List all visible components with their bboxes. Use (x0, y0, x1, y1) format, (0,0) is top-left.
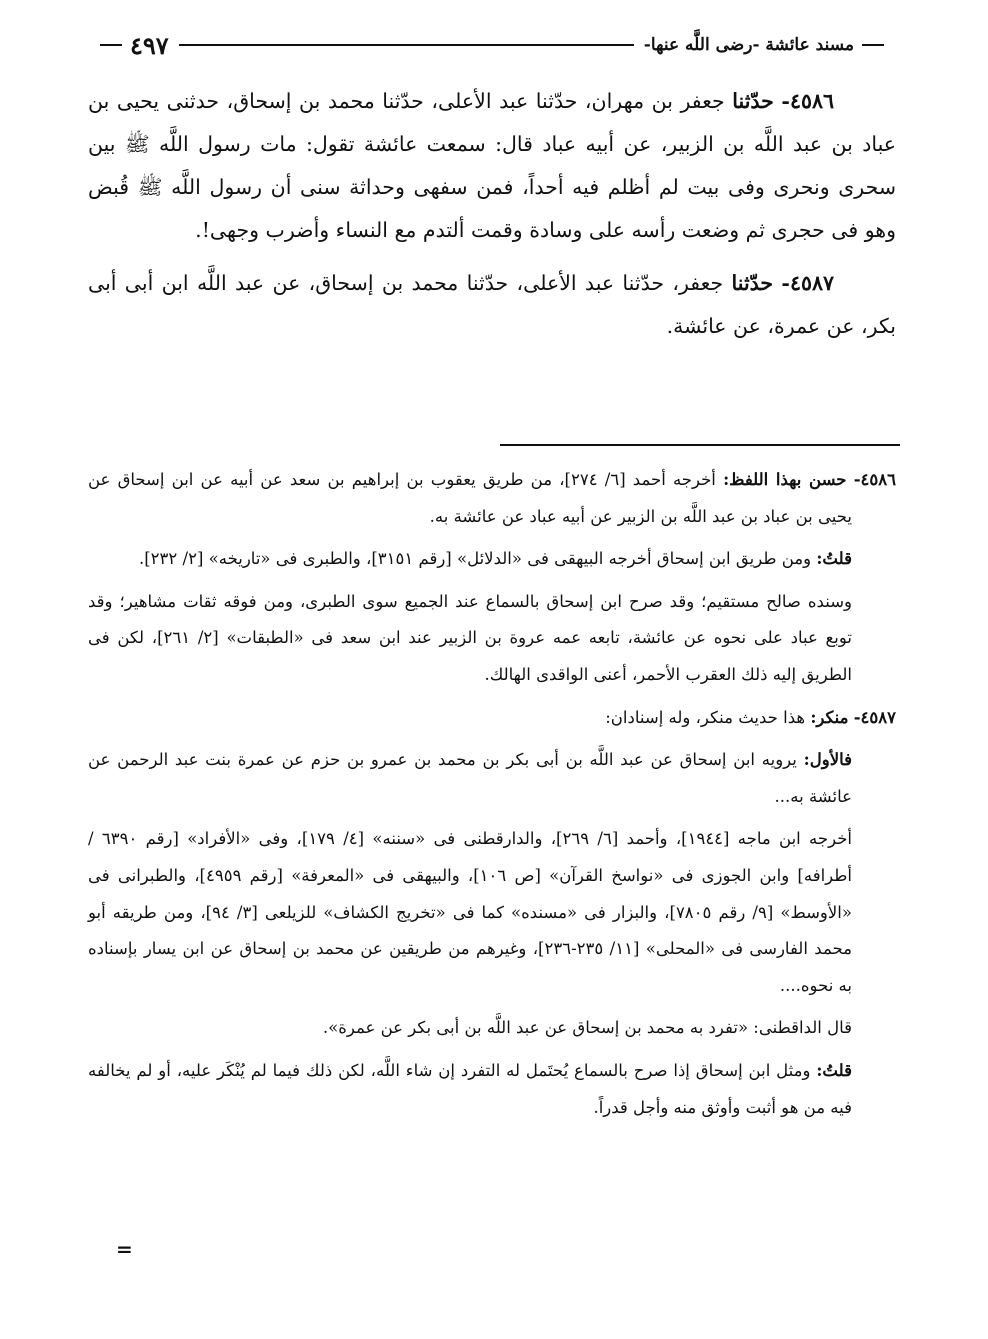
hadith-number: ٤٥٨٧- (781, 271, 834, 295)
note-text: هذا حديث منكر، وله إسنادان: (605, 707, 806, 727)
hadith-4586 (88, 80, 896, 252)
header-rule (179, 44, 634, 46)
note-4586 (88, 462, 896, 535)
running-header (92, 28, 892, 62)
note-number: ٤٥٨٦- (853, 470, 896, 489)
note-text: أخرجه أحمد [٦/ ٢٧٤]، من طريق يعقوب بن إبراهيم بن سعد عن أبيه عن ابن إسحاق عن يحيى بن عباد بن عبد اللَّه بن الزبير عن أبيه عباد عن عائشة به. (88, 470, 852, 526)
note-grade: منكر: (810, 707, 849, 727)
hadith-lead-word: حدّثنا (732, 89, 774, 113)
note-qult-1 (88, 541, 896, 578)
note-4587 (88, 700, 896, 737)
note-text: ومثل ابن إسحاق إذا صرح بالسماع يُحتَمل له التفرد إن شاء اللَّه، لكن ذلك فيما لم يُنْكَر عليه، أو لم يخالفه فيه من هو أثبت وأوثق منه وأجل قدراً. (88, 1060, 852, 1117)
note-label: فالأول: (803, 750, 853, 770)
footnotes (88, 462, 896, 1132)
page-number: ٤٩٧ (130, 30, 169, 60)
note-takhrij: أخرجه ابن ماجه [١٩٤٤]، وأحمد [٦/ ٢٦٩]، والدارقطنى فى «سننه» [٤/ ١٧٩]، وفى «الأفراد» [رقم ٦٣٩٠ / أطرافه] وابن الجوزى فى «نواسخ القرآن» [ص ١٠٦]، والبيهقى فى «المعرفة» [رقم ٤٩٥٩]، والطبرانى فى «الأوسط» [٩/ رقم ٧٨٠٥]، والبزار فى «مسنده» كما فى «تخريج الكشاف» للزيلعى [٣/ ٩٤]، ومن طريقه أبو محمد الفارسى فى «المحلى» [١١/ ٢٣٥-٢٣٦]، وغيرهم من طريقين عن محمد بن إسحاق عن ابن يسار بإسناده به نحوه.... (88, 829, 852, 995)
hadith-number: ٤٥٨٦- (781, 89, 834, 113)
note-text: ومن طريق ابن إسحاق أخرجه البيهقى فى «الدلائل» [رقم ٣١٥١]، والطبرى فى «تاريخه» [٢/ ٢٣٢]. (138, 549, 812, 569)
header-title: مسند عائشة -رضى اللَّه عنها- (643, 35, 854, 55)
note-grade: حسن بهذا اللفظ: (723, 470, 847, 489)
note-qult-2 (88, 1053, 896, 1126)
hadith-4587 (88, 262, 896, 348)
header-dash (100, 44, 122, 46)
note-label: قلتُ: (816, 1060, 852, 1080)
note-number: ٤٥٨٧- (853, 707, 896, 727)
hadith-body: جعفر بن مهران، حدّثنا عبد الأعلى، حدّثنا محمد بن إسحاق، حدثنى يحيى بن عباد بن عبد اللَّه بن الزبير، عن أبيه عباد قال: سمعت عائشة تقول: مات رسول اللَّه ﷺ بين سحرى ونحرى وفى بيت لم أظلم فيه أحداً، فمن سفهى وحداثة سنى أن رسول اللَّه ﷺ قُبض وهو فى حجرى ثم وضعت رأسه على وسادة وقمت ألتدم مع النساء وأضرب وجهى!. (88, 89, 896, 242)
header-dash (862, 44, 884, 46)
footnote-separator (500, 444, 900, 446)
note-label: قلتُ: (816, 549, 852, 569)
note-text: يرويه ابن إسحاق عن عبد اللَّه بن أبى بكر بن محمد بن عمرو بن حزم عن عمرة بنت عبد الرحمن عن عائشة به... (88, 750, 852, 806)
note-daraqutni: قال الداقطنى: «تفرد به محمد بن إسحاق عن عبد اللَّه بن أبى بكر عن عمرة». (322, 1018, 852, 1038)
hadith-body: جعفر، حدّثنا عبد الأعلى، حدّثنا محمد بن إسحاق، عن عبد اللَّه ابن أبى أبى بكر، عن عمرة، عن عائشة. (88, 271, 896, 338)
hadith-text (88, 80, 896, 358)
note-sanad: وسنده صالح مستقيم؛ وقد صرح ابن إسحاق بالسماع عند الجميع سوى الطبرى، ومن فوقه ثقات مشاهير؛ وقد توبع عباد على نحوه عن عائشة، تابعه عمه عروة بن الزبير عند ابن سعد فى «الطبقات» [٢/ ٢٦١]، لكن فى الطريق إليه ذلك العقرب الأحمر، أعنى الواقدى الهالك. (88, 591, 852, 684)
note-first-isnad (88, 742, 896, 815)
continuation-mark: = (116, 1237, 133, 1261)
hadith-lead-word: حدّثنا (731, 271, 774, 295)
